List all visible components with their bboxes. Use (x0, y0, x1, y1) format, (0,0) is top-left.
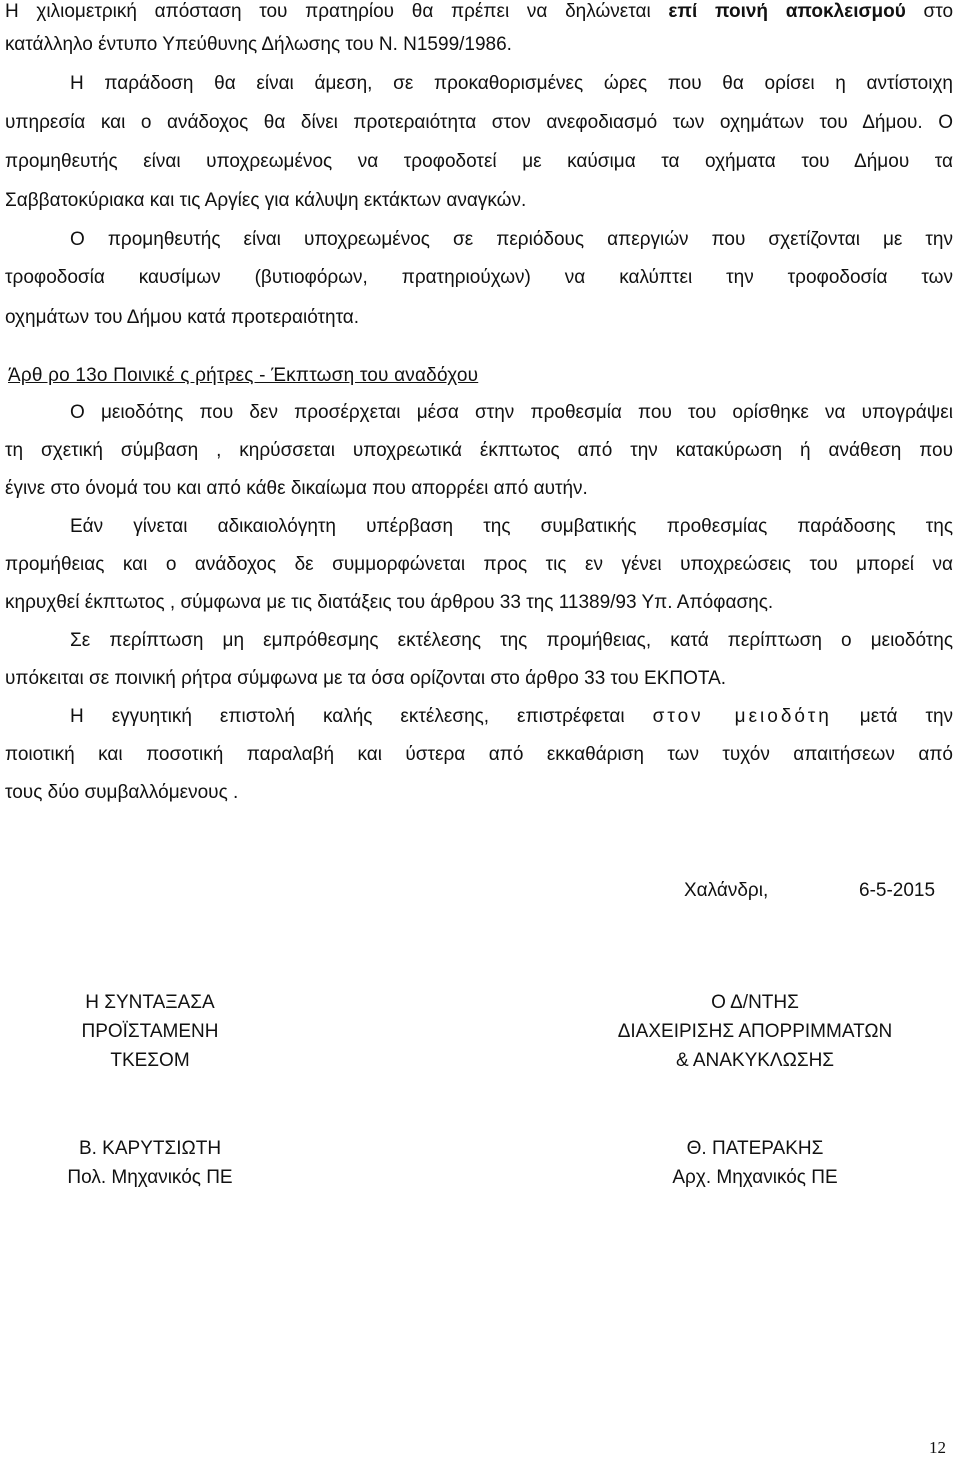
body-line (5, 0, 953, 24)
text-span: Η χιλιομετρική απόσταση του πρατηρίου θα πρέπει να δηλώνεται (5, 1, 651, 22)
left-signatory-position: ΠΡΟΪΣΤΑΜΕΝΗ (81, 1021, 219, 1042)
left-signatory-unit: ΤΚΕΣΟΜ (110, 1050, 190, 1071)
body-line: υπόκειται σε ποινική ρήτρα σύμφωνα με τα όσα ορίζονται στο άρθρο 33 του ΕΚΠΟΤΑ. (5, 668, 727, 689)
body-line: Εάν γίνεται αδικαιολόγητη υπέρβαση της συμβατικής προθεσμίας παράδοσης της (70, 516, 953, 537)
spaced-text: στον μειοδότη (652, 706, 832, 727)
date-label: 6-5-2015 (859, 880, 936, 901)
right-signatory-department-cont: & ΑΝΑΚΥΚΛΩΣΗΣ (675, 1050, 835, 1071)
body-line: Σε περίπτωση μη εμπρόθεσμης εκτέλεσης της προμήθειας, κατά περίπτωση ο μειοδότης (70, 630, 953, 651)
right-signatory-department: ΔΙΑΧΕΙΡΙΣΗΣ ΑΠΟΡΡΙΜΜΑΤΩΝ (617, 1021, 893, 1042)
body-line: προμηθευτής είναι υποχρεωμένος να τροφοδοτεί με καύσιμα τα οχήματα του Δήμου τα (5, 151, 953, 172)
page-number: 12 (929, 1438, 946, 1457)
text-span: μετά (859, 706, 898, 727)
body-line (70, 705, 953, 729)
left-signatory-title: Πολ. Μηχανικός ΠΕ (67, 1167, 233, 1188)
right-signatory-role: Ο Δ/ΝΤΗΣ (711, 992, 799, 1013)
body-line: Η παράδοση θα είναι άμεση, σε προκαθορισμένες ώρες που θα ορίσει η αντίστοιχη (70, 73, 953, 94)
body-line: κηρυχθεί έκπτωτος , σύμφωνα με τις διατάξεις του άρθρου 33 της 11389/93 Υπ. Απόφασης. (5, 592, 774, 613)
text-span: την (925, 706, 954, 727)
left-signatory-role: Η ΣΥΝΤΑΞΑΣΑ (85, 992, 215, 1013)
right-signatory-title: Αρχ. Μηχανικός ΠΕ (672, 1167, 838, 1188)
body-line: προμήθειας και ο ανάδοχος δε συμμορφώνεται προς τις εν γένει υποχρεώσεις του μπορεί να (5, 554, 953, 575)
body-line: Σαββατοκύριακα και τις Αργίες για κάλυψη εκτάκτων αναγκών. (5, 190, 527, 211)
place-label: Χαλάνδρι, (684, 880, 769, 901)
body-line: Ο μειοδότης που δεν προσέρχεται μέσα στην προθεσμία που του ορίσθηκε να υπογράψει (70, 402, 953, 423)
bold-emphasis: επί ποινή αποκλεισμού (668, 1, 906, 22)
left-signatory-name: Β. ΚΑΡΥΤΣΙΩΤΗ (78, 1138, 222, 1159)
article-heading: Άρθ ρο 13ο Ποινικέ ς ρήτρες - Έκπτωση του αναδόχου (8, 365, 479, 386)
body-line: κατάλληλο έντυπο Υπεύθυνης Δήλωσης του Ν. Ν1599/1986. (5, 34, 512, 55)
body-line: υπηρεσία και ο ανάδοχος θα δίνει προτεραιότητα στον ανεφοδιασμό των οχημάτων του Δήμου. Ο (5, 112, 953, 133)
body-line: Ο προμηθευτής είναι υποχρεωμένος σε περιόδους απεργιών που σχετίζονται με την (70, 229, 953, 250)
body-line: τροφοδοσία καυσίμων (βυτιοφόρων, πρατηριούχων) να καλύπτει την τροφοδοσία των (5, 267, 953, 288)
body-line: οχημάτων του Δήμου κατά προτεραιότητα. (5, 307, 360, 328)
text-span: Η εγγυητική επιστολή καλής εκτέλεσης, επιστρέφεται (70, 706, 625, 727)
body-line: τους δύο συμβαλλόμενους . (5, 782, 239, 803)
body-line: έγινε στο όνομά του και από κάθε δικαίωμα που απορρέει από αυτήν. (5, 478, 588, 499)
right-signatory-name: Θ. ΠΑΤΕΡΑΚΗΣ (686, 1138, 824, 1159)
body-line: ποιοτική και ποσοτική παραλαβή και ύστερα από εκκαθάριση των τυχόν απαιτήσεων από (5, 744, 953, 765)
body-line: τη σχετική σύμβαση , κηρύσσεται υποχρεωτικά έκπτωτος από την κατακύρωση ή ανάθεση που (5, 440, 953, 461)
text-span: στο (923, 1, 954, 22)
